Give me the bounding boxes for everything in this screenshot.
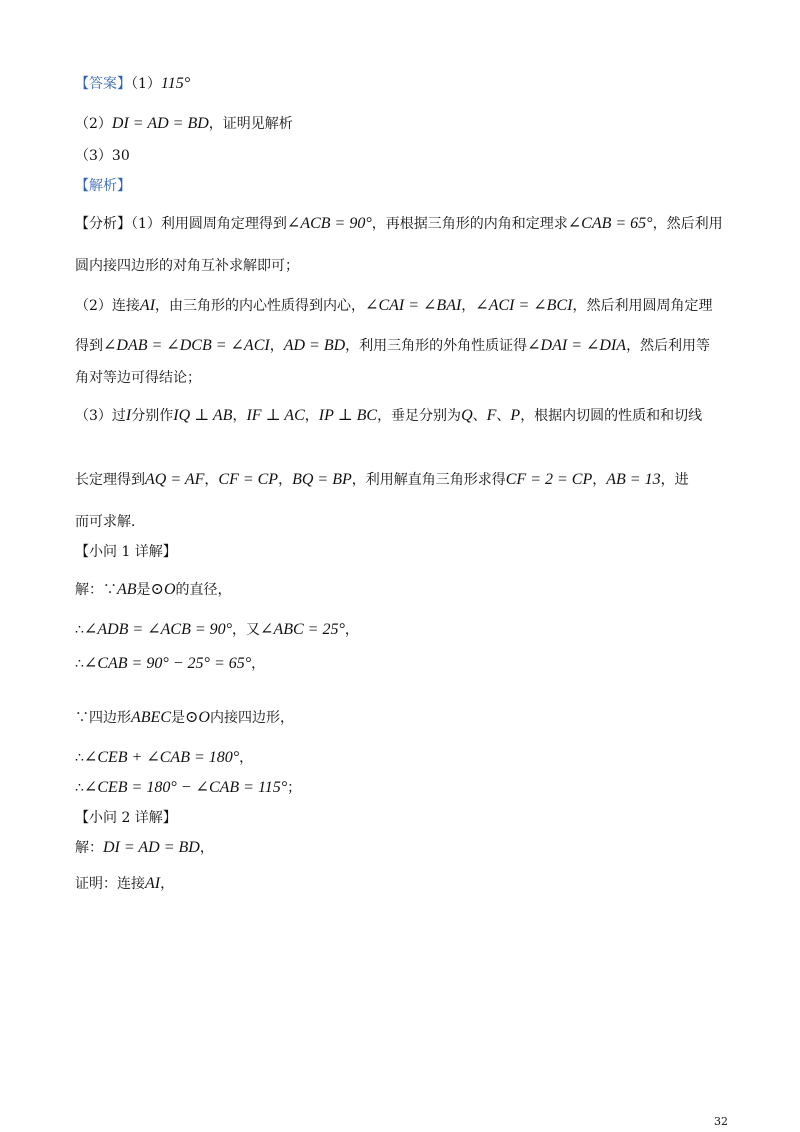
text-line: [75, 654, 265, 674]
text-line: [75, 336, 710, 356]
text-line: [75, 778, 301, 798]
text-line: [75, 406, 702, 426]
text-segment: ，然后利用等: [626, 338, 711, 354]
text-segment: ；: [287, 780, 302, 796]
text-segment: 解：: [75, 840, 103, 856]
text-segment: AD = BD: [283, 337, 346, 354]
text-segment: 角对等边可得结论；: [75, 370, 201, 386]
text-line: [75, 74, 190, 94]
text-segment: ABEC: [131, 709, 171, 726]
text-segment: ，进: [660, 472, 689, 488]
text-segment: ，然后利用: [652, 216, 723, 232]
text-line: [75, 470, 689, 490]
text-segment: 、: [496, 408, 511, 424]
text-segment: DI = AD = BD: [111, 115, 209, 132]
text-segment: ，利用三角形的外角性质证得: [345, 338, 528, 354]
text-segment: AI: [139, 297, 156, 314]
text-segment: 【小问 2 详解】: [75, 810, 177, 826]
text-segment: ，: [204, 472, 219, 488]
text-segment: ，: [278, 472, 293, 488]
text-segment: F: [486, 407, 497, 424]
text-segment: ，: [344, 622, 359, 638]
text-segment: ，: [304, 408, 319, 424]
text-segment: 【答案】: [75, 76, 131, 92]
text-segment: ，利用解直角三角形求得: [351, 472, 506, 488]
text-segment: （3）过: [75, 408, 126, 424]
text-segment: ∠ABC = 25°: [260, 621, 345, 638]
text-segment: ∠ADB = ∠ACB = 90°: [83, 621, 233, 638]
text-line: [75, 748, 253, 768]
text-segment: Q: [461, 407, 473, 424]
text-segment: ，根据内切圆的性质和和切线: [520, 408, 703, 424]
text-segment: ∵四边形: [75, 710, 131, 726]
text-segment: ，然后利用圆周角定理: [572, 298, 713, 314]
text-segment: ，: [461, 298, 476, 314]
text-segment: CF = 2 = CP: [505, 471, 593, 488]
text-segment: I: [125, 407, 132, 424]
text-segment: AQ = AF: [145, 471, 205, 488]
text-segment: 而可求解．: [75, 514, 145, 530]
text-segment: 115°: [160, 75, 191, 92]
text-segment: 、: [472, 408, 487, 424]
text-line: [75, 296, 712, 316]
text-segment: ，: [160, 876, 175, 892]
text-segment: ∠CAB = 90° − 25° = 65°: [83, 655, 252, 672]
text-segment: IQ ⊥ AB: [173, 407, 233, 424]
text-segment: ，: [269, 338, 284, 354]
text-segment: ∠ACB = 90°: [286, 215, 372, 232]
text-segment: 长定理得到: [75, 472, 145, 488]
text-segment: ，又: [232, 622, 261, 638]
text-segment: ∠CAB = 65°: [567, 215, 653, 232]
text-segment: 【分析】（1）利用圆周角定理得到: [75, 216, 287, 232]
text-segment: 【解析】: [75, 178, 131, 194]
text-segment: 的直径，: [175, 582, 232, 598]
text-segment: ∴: [75, 656, 84, 672]
text-segment: ∠CAI = ∠BAI: [365, 297, 462, 314]
text-segment: （1）: [131, 76, 161, 92]
text-segment: ∴: [75, 750, 84, 766]
text-segment: 是: [136, 582, 151, 598]
text-segment: ∠ACI = ∠BCI: [475, 297, 573, 314]
text-line: [75, 176, 131, 196]
page-number: 32: [714, 1115, 728, 1128]
text-line: [75, 146, 130, 166]
text-line: [75, 542, 177, 562]
text-segment: ，再根据三角形的内角和定理求: [371, 216, 568, 232]
text-segment: ∠DAI = ∠DIA: [527, 337, 627, 354]
text-segment: （3）30: [75, 148, 130, 164]
text-line: [75, 708, 294, 728]
text-segment: ，垂足分别为: [377, 408, 462, 424]
text-segment: 得到: [75, 338, 103, 354]
text-segment: 证明：连接: [75, 876, 145, 892]
text-segment: 分别作: [131, 408, 174, 424]
text-line: [75, 838, 214, 858]
text-segment: 是: [171, 710, 185, 726]
text-segment: ∴: [75, 780, 84, 796]
text-segment: 【小问 1 详解】: [75, 544, 177, 560]
text-segment: P: [510, 407, 521, 424]
text-segment: DI = AD = BD: [103, 839, 200, 856]
text-line: [75, 114, 293, 134]
text-segment: ，: [592, 472, 607, 488]
text-segment: （2）: [75, 116, 112, 132]
text-segment: AB: [117, 581, 137, 598]
text-segment: 内接四边形，: [209, 710, 294, 726]
text-line: [75, 620, 359, 640]
text-line: [75, 580, 232, 600]
text-segment: ⊙O: [150, 581, 176, 598]
text-segment: ，: [239, 750, 254, 766]
text-segment: IP ⊥ BC: [318, 407, 378, 424]
text-line: [75, 874, 174, 894]
text-line: [75, 808, 177, 828]
text-segment: ∠DAB = ∠DCB = ∠ACI: [103, 337, 270, 354]
text-segment: （2）连接: [75, 298, 140, 314]
text-segment: IF ⊥ AC: [246, 407, 305, 424]
text-line: [75, 368, 201, 388]
text-segment: ，证明见解析: [208, 116, 293, 132]
text-segment: BQ = BP: [292, 471, 352, 488]
text-segment: ∠CEB = 180° − ∠CAB = 115°: [83, 779, 288, 796]
text-segment: 圆内接四边形的对角互补求解即可；: [75, 258, 299, 274]
text-segment: ，: [251, 656, 266, 672]
text-segment: 解：∵: [75, 582, 117, 598]
text-segment: ，: [199, 840, 214, 856]
text-segment: ∠CEB + ∠CAB = 180°: [83, 749, 240, 766]
text-segment: AB = 13: [606, 471, 661, 488]
text-segment: ，由三角形的内心性质得到内心，: [155, 298, 366, 314]
text-line: [75, 256, 299, 276]
text-line: [75, 512, 145, 532]
text-segment: AI: [145, 875, 161, 892]
text-segment: ，: [232, 408, 247, 424]
text-line: [75, 214, 723, 234]
text-segment: ∴: [75, 622, 84, 638]
text-segment: ⊙O: [185, 709, 210, 726]
text-segment: CF = CP: [218, 471, 279, 488]
